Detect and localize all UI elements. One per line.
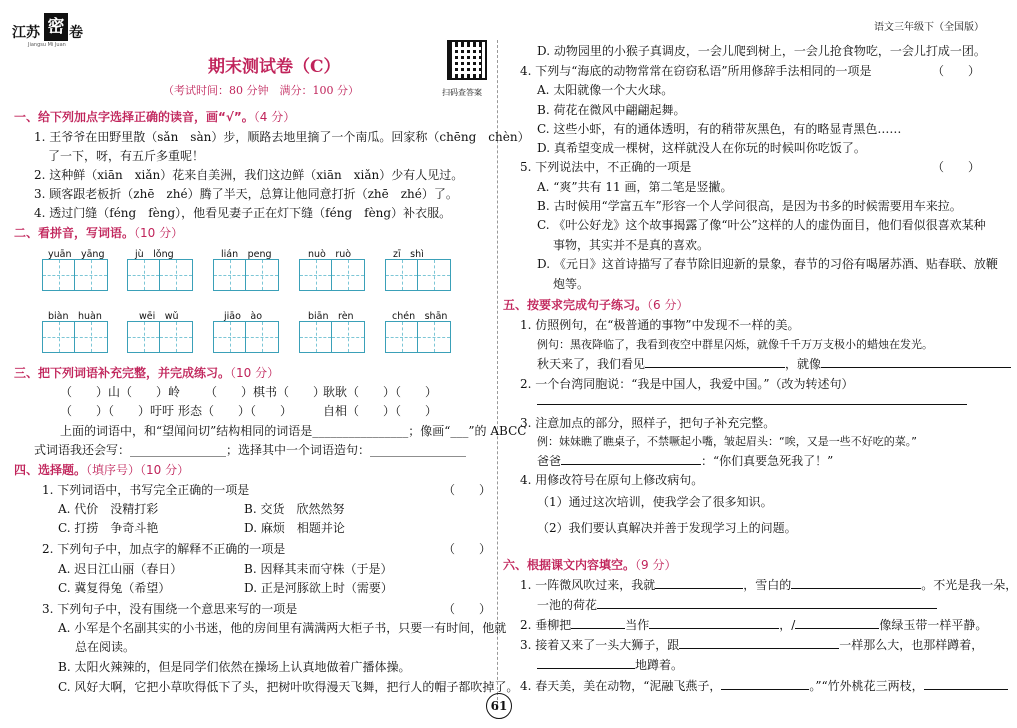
s6-q2a: 2. 垂柳把 (520, 618, 572, 632)
s6-q1a: 1. 一阵微风吹过来，我就 (520, 578, 656, 592)
s4-q1a: A. 代价 没精打彩 (58, 502, 159, 516)
pinyin-2: jù lǒng (135, 249, 174, 260)
s3-l3: 上面的词语中，和“望闻问切”结构相同的词语是________________；像画“___”的 ABCC (60, 424, 527, 438)
write-grid[interactable] (299, 321, 365, 353)
s5-q1: 1. 仿照例句，在“极普通的事物”中发现不一样的美。 (520, 318, 800, 332)
write-grid[interactable] (213, 259, 279, 291)
s5-q4: 4. 用修改符号在原句上修改病句。 (520, 473, 704, 487)
r-q5a: A. “爽”共有 11 画，第二笔是竖撇。 (537, 180, 733, 194)
r-q5d: D. 《元日》这首诗描写了春节除旧迎新的景象，春节的习俗有喝屠苏酒、贴春联、放鞭 (537, 257, 998, 271)
r-q4c: C. 这些小虾，有的通体透明，有的稍带灰黑色，有的略显青黑色…… (537, 122, 902, 136)
brand-sub: Jiangsu Mi Juan (28, 42, 66, 48)
s5-q3b: ：“你们真要急死我了！” (701, 454, 834, 468)
s5-q2: 2. 一个台湾同胞说：“我是中国人，我爱中国。”（改为转述句） (520, 377, 854, 391)
answer-blank[interactable] (649, 628, 779, 629)
answer-blank[interactable] (571, 628, 625, 629)
write-grid[interactable] (127, 259, 193, 291)
pinyin-1: yuān yāng (48, 249, 105, 260)
answer-blank[interactable] (679, 648, 839, 649)
s4-q1d: D. 麻烦 相题并论 (244, 521, 345, 535)
write-grid[interactable] (213, 321, 279, 353)
s3-l1a: （ ）山（ ）岭 (60, 385, 181, 399)
s6-pts: （9 分） (635, 558, 677, 572)
pinyin-4: nuò ruò (308, 249, 352, 260)
s5-title-text: 五、按要求完成句子练习。 (503, 298, 648, 312)
s4-q1c: C. 打捞 争奇斗艳 (58, 521, 159, 535)
pinyin-6: biàn huàn (48, 311, 102, 322)
s6-q3-line2 (537, 656, 683, 673)
write-grid[interactable] (299, 259, 365, 291)
section-2-title (14, 224, 183, 241)
section-6-title (503, 556, 676, 573)
exam-meta: （考试时间：80 分钟 满分：100 分） (163, 84, 359, 97)
s6-q1-line (520, 576, 1017, 593)
r-q4: 4. 下列与“海底的动物常常在窃窃私语”所用修辞手法相同的一项是 (520, 64, 872, 78)
write-grid[interactable] (385, 259, 451, 291)
s4-q3: 3. 下列句子中，没有围绕一个意思来写的一项是 (42, 602, 298, 616)
answer-blank[interactable] (597, 608, 937, 609)
s4-q3a2: 总在阅读。 (75, 640, 136, 654)
s6-q2d: 像绿玉带一样平静。 (879, 618, 988, 632)
s6-q4-line (520, 677, 1008, 694)
s4-q3a: A. 小军是个名副其实的小书迷，他的房间里有满满两大柜子书，只要一有时间，他就 (58, 621, 507, 635)
r-q5c: C. 《叶公好龙》这个故事揭露了像“叶公”这样的人的虚伪面目，他们看似很喜欢某种 (537, 218, 986, 232)
answer-blank[interactable] (537, 668, 635, 669)
s3-l4: 式词语我还会写：________________；选择其中一个词语造句：________________ (34, 443, 467, 457)
answer-paren[interactable]: （ ） (932, 64, 981, 78)
write-grid[interactable] (127, 321, 193, 353)
s6-q1b: ，雪白的 (743, 578, 792, 592)
s4-q1: 1. 下列词语中，书写完全正确的一项是 (42, 483, 250, 497)
answer-paren[interactable]: （ ） (443, 483, 492, 497)
s5-q1b: ，就像 (785, 357, 822, 371)
s3-l2b: 形态（ ）（ ） (178, 404, 293, 418)
s6-q1c: 。不光是我一朵， (921, 578, 1017, 592)
brand-left: 江苏 (12, 25, 40, 41)
s5-q3a: 爸爸 (537, 454, 562, 468)
s6-q4b: 。”“竹外桃花三两枝， (809, 679, 924, 693)
r-q5b: B. 古时候用“学富五车”形容一个人学问很高，是因为书多的时候需要用车来拉。 (537, 199, 962, 213)
answer-blank[interactable] (721, 689, 809, 690)
r-q4d: D. 真希望变成一棵树，这样就没人在你玩的时候叫你吃饭了。 (537, 141, 866, 155)
s5-pts: （6 分） (647, 298, 689, 312)
r-d: D. 动物园里的小猴子真调皮，一会儿爬到树上，一会儿抢食物吃，一会儿打成一团。 (537, 44, 986, 58)
s4-q2: 2. 下列句子中，加点字的解释不正确的一项是 (42, 542, 286, 556)
answer-line[interactable] (537, 404, 967, 405)
s5-q3: 3. 注意加点的部分，照样子，把句子补充完整。 (520, 416, 776, 430)
brand-right: 卷 (69, 25, 83, 41)
section-4-title (14, 461, 189, 478)
pinyin-10: chén shān (392, 311, 448, 322)
pinyin-5: zī shì (393, 249, 424, 260)
s4-title-text: 四、选择题。 (14, 463, 87, 477)
pinyin-8: jiāo ào (224, 311, 263, 322)
s6-title-text: 六、根据课文内容填空。 (503, 558, 636, 572)
s4-q2b: B. 因释其耒而守株（于是） (244, 562, 393, 576)
answer-blank[interactable] (795, 628, 879, 629)
s1-q4: 4. 透过门缝（féng fèng），他看见妻子正在灯下缝（féng fèng）补衣服。 (34, 206, 452, 220)
s4-q3c: C. 风好大啊，它把小草吹得低下了头，把树叶吹得漫天飞舞，把行人的帽子都吹掉了。 (58, 680, 519, 694)
answer-blank[interactable] (821, 367, 1011, 368)
page-title: 期末测试卷（C） (208, 57, 341, 77)
answer-blank[interactable] (561, 464, 701, 465)
s6-q4a: 4. 春天美，美在动物，“泥融飞燕子， (520, 679, 722, 693)
s5-q1-line (537, 355, 1011, 372)
r-q5c2: 事物，其实并不是真的喜欢。 (553, 238, 710, 252)
qr-code-icon[interactable] (447, 40, 487, 80)
answer-blank[interactable] (791, 588, 921, 589)
s1-q2: 2. 这种鲜（xiān xiǎn）花来自美洲，我们这边鲜（xiān xiǎn）少有人见过。 (34, 168, 464, 182)
s1-q1: 1. 王爷爷在田野里散（sǎn sàn）步，顺路去地里摘了一个南瓜。回家称（chēng chèn） (34, 130, 530, 144)
answer-paren[interactable]: （ ） (443, 542, 492, 556)
s4-q2a: A. 迟日江山丽（春日） (58, 562, 183, 576)
s1-title-text: 一、给下列加点字选择正确的读音，画“√”。 (14, 110, 254, 124)
answer-blank[interactable] (924, 689, 1008, 690)
s6-q1-line2 (537, 596, 937, 613)
answer-blank[interactable] (655, 588, 743, 589)
r-q5: 5. 下列说法中，不正确的一项是 (520, 160, 692, 174)
s3-l1b: （ ）棋书（ ） (205, 385, 326, 399)
s3-pts: （10 分） (230, 366, 280, 380)
answer-paren[interactable]: （ ） (443, 602, 492, 616)
s5-q1a: 秋天来了，我们看见 (537, 357, 646, 371)
s6-q3b: 一样那么大，也那样蹲着， (839, 638, 984, 652)
s4-q2d: D. 正是河豚欲上时（需要） (244, 581, 393, 595)
s6-q3-line (520, 636, 983, 653)
s6-q3c: 地蹲着。 (635, 658, 684, 672)
s3-l2a: （ ）（ ）吁吁 (60, 404, 175, 418)
write-grid[interactable] (42, 259, 108, 291)
pinyin-3: lián peng (221, 249, 272, 260)
s5-q1-example: 例句：黑夜降临了，我看到夜空中群星闪烁，就像千千万万支极小的蜡烛在发光。 (537, 338, 933, 351)
s1-q3: 3. 顾客跟老板折（zhē zhé）腾了半天，总算让他同意打折（zhē zhé）了。 (34, 187, 458, 201)
pinyin-7: wēi wǔ (139, 311, 179, 322)
s1-pts: （4 分） (253, 110, 296, 124)
brand-mid: 密 (44, 13, 68, 41)
s6-q3a: 3. 接着又来了一头大狮子，跟 (520, 638, 680, 652)
qr-label: 扫码查答案 (442, 88, 482, 97)
section-5-title (503, 296, 688, 313)
s4-q3b: B. 太阳火辣辣的，但是同学们依然在操场上认真地做着广播体操。 (58, 660, 411, 674)
answer-blank[interactable] (645, 367, 785, 368)
write-grid[interactable] (385, 321, 451, 353)
edition-label: 语文三年级下（全国版） (874, 22, 984, 33)
brand-logo (8, 10, 108, 50)
r-q4a: A. 太阳就像一个大火球。 (537, 83, 674, 97)
section-3-title (14, 364, 279, 381)
s6-q2c: ，/ (779, 618, 796, 632)
s5-q3-line (537, 452, 833, 469)
s5-q3-example: 例：妹妹瞧了瞧桌子，不禁噘起小嘴，皱起眉头：“唉，又是一些不好吃的菜。” (537, 435, 917, 448)
s6-q2b: 当作 (625, 618, 650, 632)
s4-pts: （填序号）（10 分） (86, 463, 190, 477)
s2-title-text: 二、看拼音，写词语。 (14, 226, 135, 240)
s2-pts: （10 分） (134, 226, 184, 240)
s4-q1b: B. 交货 欣然然努 (244, 502, 345, 516)
s6-q2-line (520, 616, 987, 633)
page-number: 61 (486, 693, 512, 719)
r-q5d2: 炮等。 (553, 277, 590, 291)
s5-q4a: （1）通过这次培训，使我学会了很多知识。 (537, 495, 773, 509)
answer-paren[interactable]: （ ） (932, 160, 981, 174)
s4-q2c: C. 冀复得兔（希望） (58, 581, 171, 595)
s5-q4b: （2）我们要认真解决并善于发现学习上的问题。 (537, 521, 797, 535)
r-q4b: B. 荷花在微风中翩翩起舞。 (537, 103, 686, 117)
s1-q1b: 了一下，呀，有五斤多重呢！ (48, 149, 205, 163)
pinyin-9: biān rèn (308, 311, 354, 322)
write-grid[interactable] (42, 321, 108, 353)
section-1-title (14, 108, 295, 125)
s3-l1c: 耿耿（ ）（ ） (323, 385, 438, 399)
s3-title-text: 三、把下列词语补充完整，并完成练习。 (14, 366, 231, 380)
s3-l2c: 自相（ ）（ ） (323, 404, 438, 418)
s6-q1d: 一池的荷花 (537, 598, 598, 612)
